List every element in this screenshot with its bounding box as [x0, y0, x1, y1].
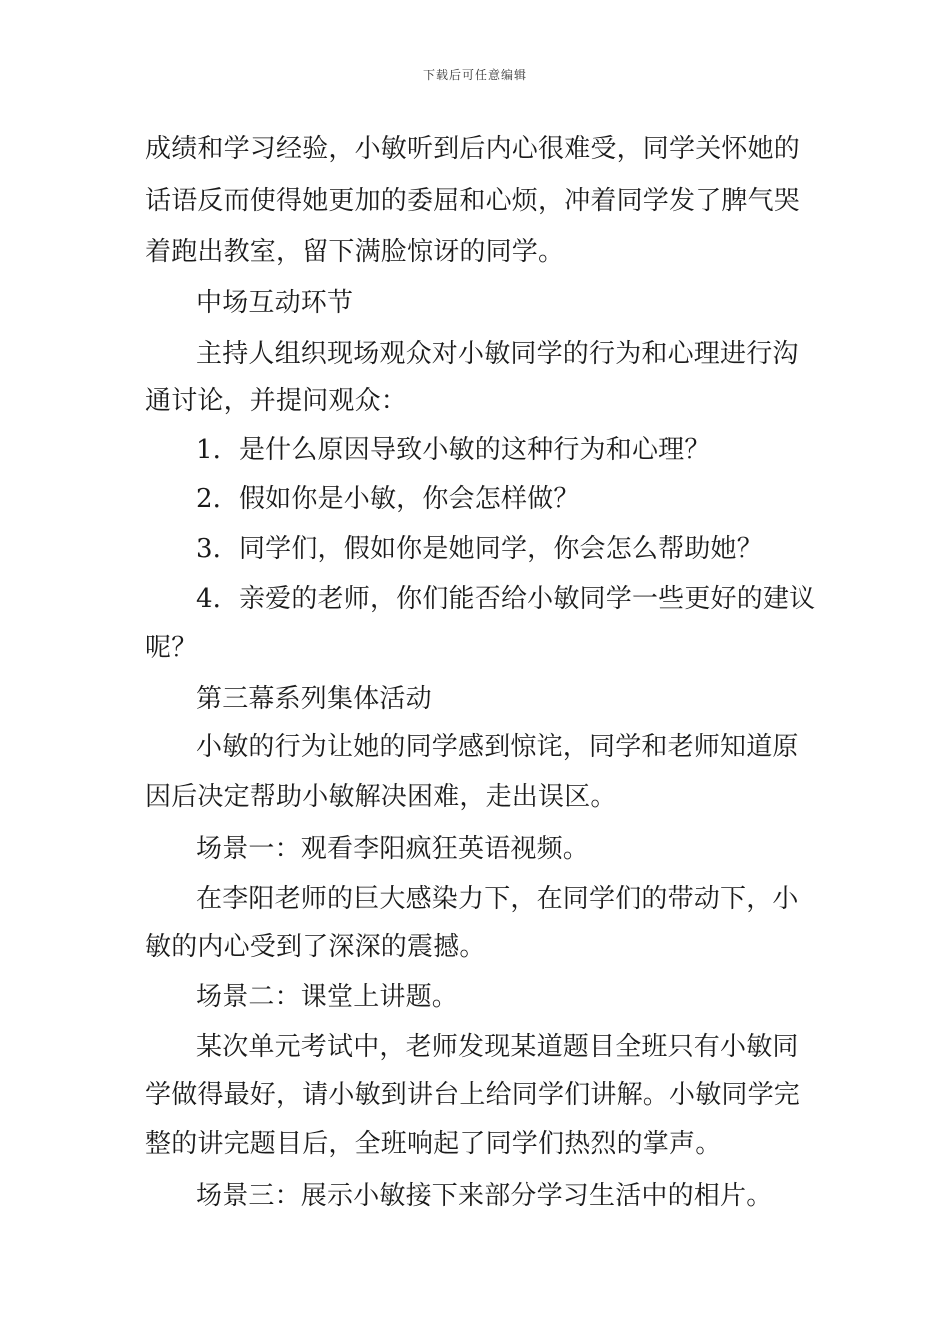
scene-heading: 场景三：展示小敏接下来部分学习生活中的相片。	[196, 1181, 773, 1211]
scene-heading: 场景二：课堂上讲题。	[196, 982, 459, 1012]
list-item: 3．同学们，假如你是她同学，你会怎么帮助她？	[196, 534, 763, 564]
paragraph-line: 话语反而使得她更加的委屈和心烦，冲着同学发了脾气哭	[145, 186, 801, 216]
paragraph-line: 着跑出教室，留下满脸惊讶的同学。	[145, 237, 565, 267]
paragraph-line: 小敏的行为让她的同学感到惊诧，同学和老师知道原	[196, 732, 799, 762]
paragraph-line: 呢？	[145, 633, 198, 663]
list-item: 4．亲爱的老师，你们能否给小敏同学一些更好的建议	[196, 584, 816, 614]
paragraph-line: 通讨论，并提问观众：	[145, 386, 408, 416]
section-heading: 中场互动环节	[196, 288, 354, 318]
paragraph-line: 学做得最好，请小敏到讲台上给同学们讲解。小敏同学完	[145, 1080, 801, 1110]
section-heading: 第三幕系列集体活动	[196, 684, 432, 714]
paragraph-line: 整的讲完题目后，全班响起了同学们热烈的掌声。	[145, 1129, 722, 1159]
list-item: 1．是什么原因导致小敏的这种行为和心理？	[196, 435, 711, 465]
paragraph-line: 敏的内心受到了深深的震撼。	[145, 932, 486, 962]
list-item: 2．假如你是小敏，你会怎样做？	[196, 484, 580, 514]
paragraph-line: 主持人组织现场观众对小敏同学的行为和心理进行沟	[196, 339, 799, 369]
paragraph-line: 成绩和学习经验，小敏听到后内心很难受，同学关怀她的	[145, 134, 801, 164]
page-header-note: 下载后可任意编辑	[422, 68, 527, 82]
scene-heading: 场景一：观看李阳疯狂英语视频。	[196, 834, 590, 864]
paragraph-line: 在李阳老师的巨大感染力下，在同学们的带动下，小	[196, 884, 799, 914]
paragraph-line: 某次单元考试中，老师发现某道题目全班只有小敏同	[196, 1032, 799, 1062]
paragraph-line: 因后决定帮助小敏解决困难，走出误区。	[145, 782, 617, 812]
